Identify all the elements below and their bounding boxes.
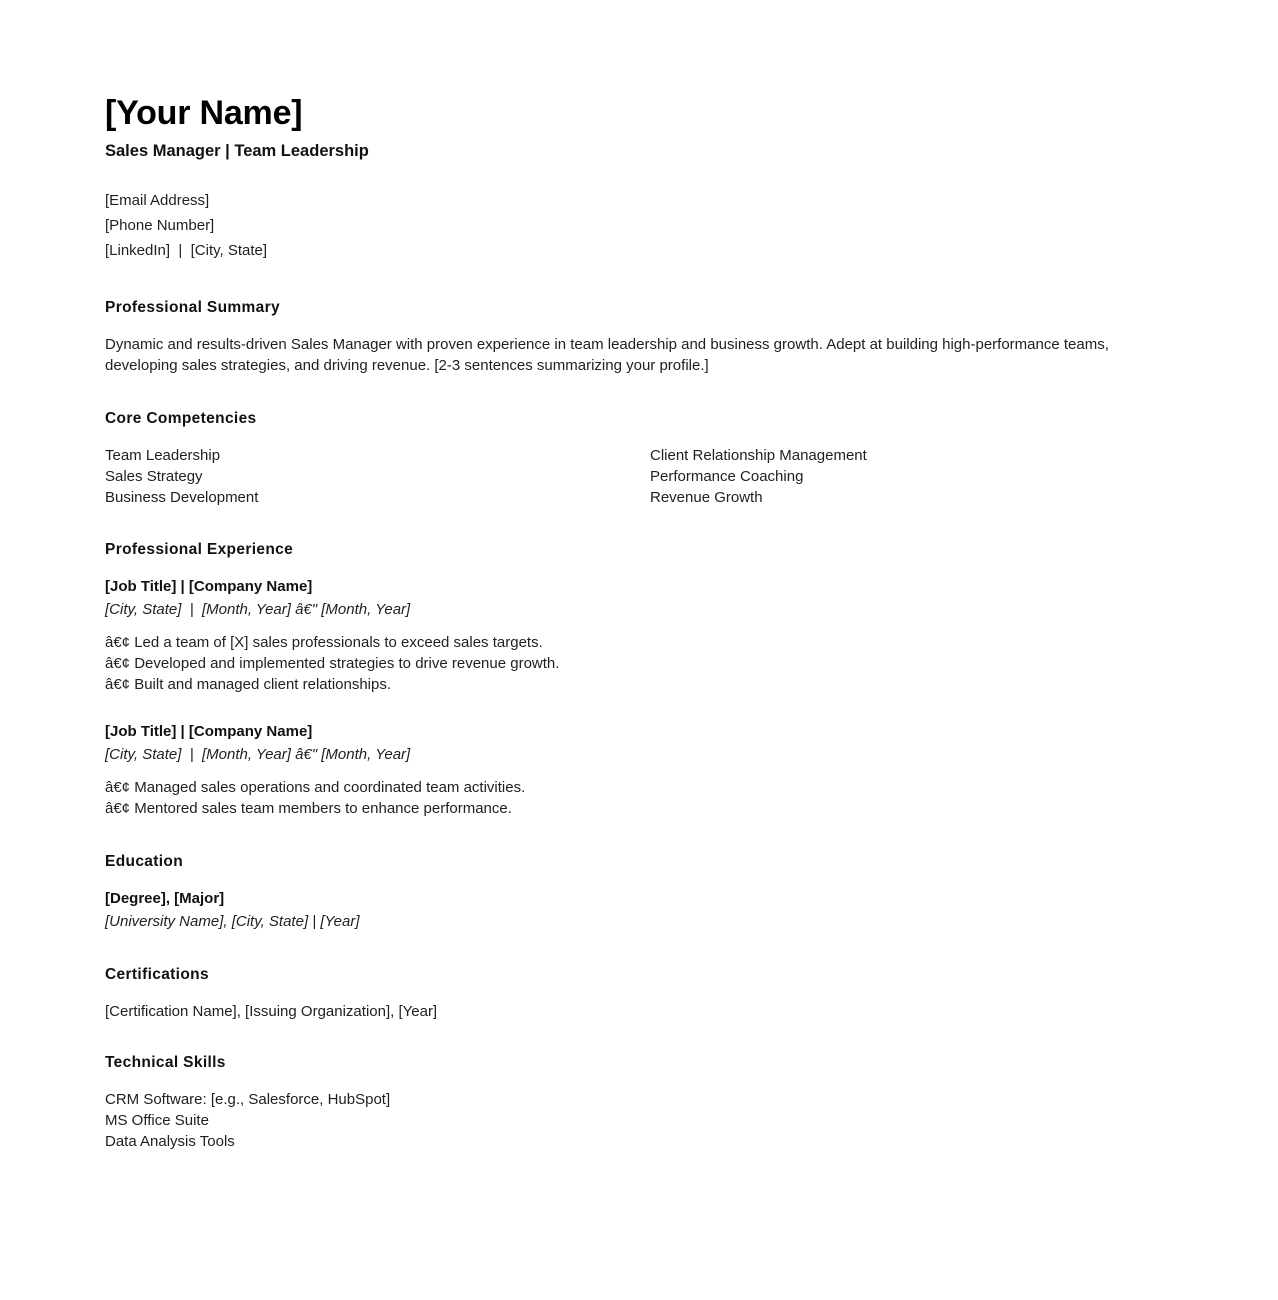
section-core-competencies	[105, 410, 1173, 508]
experience-entry	[105, 576, 1173, 695]
section-heading-core-competencies: Core Competencies	[105, 410, 257, 428]
section-technical-skills	[105, 1054, 1173, 1152]
contact-phone: [Phone Number]	[105, 217, 215, 235]
candidate-tagline: Sales Manager | Team Leadership	[105, 142, 369, 161]
section-heading-certifications: Certifications	[105, 966, 209, 984]
skill-item: Data Analysis Tools	[105, 1133, 235, 1151]
competency-column-left	[105, 445, 650, 508]
job-bullet: â€¢ Mentored sales team members to enhance performance.	[105, 800, 512, 818]
job-bullet: â€¢ Managed sales operations and coordinated team activities.	[105, 779, 526, 797]
job-location-dates: [City, State] | [Month, Year] â€" [Month, Year]	[105, 601, 411, 619]
section-certifications	[105, 966, 1173, 1022]
job-title-company: [Job Title] | [Company Name]	[105, 578, 313, 596]
section-heading-technical-skills: Technical Skills	[105, 1054, 226, 1072]
competency-item: Performance Coaching	[650, 468, 804, 486]
section-heading-experience: Professional Experience	[105, 541, 294, 559]
skill-item: CRM Software: [e.g., Salesforce, HubSpot]	[105, 1091, 391, 1109]
job-location-dates: [City, State] | [Month, Year] â€" [Month, Year]	[105, 746, 411, 764]
job-title-company: [Job Title] | [Company Name]	[105, 723, 313, 741]
competency-item: Team Leadership	[105, 447, 221, 465]
experience-entry	[105, 721, 1173, 819]
section-heading-summary: Professional Summary	[105, 299, 280, 317]
section-education	[105, 853, 1173, 934]
contact-block	[105, 188, 1173, 263]
skill-item: MS Office Suite	[105, 1112, 209, 1130]
section-heading-education: Education	[105, 853, 184, 871]
education-degree: [Degree], [Major]	[105, 890, 225, 908]
section-professional-summary	[105, 299, 1173, 376]
job-bullet: â€¢ Developed and implemented strategies to drive revenue growth.	[105, 655, 560, 673]
resume-header	[105, 95, 1173, 263]
certification-item: [Certification Name], [Issuing Organization], [Year]	[105, 1003, 438, 1021]
contact-linkedin-location: [LinkedIn] | [City, State]	[105, 242, 268, 260]
competency-column-right	[650, 445, 1195, 508]
competency-grid	[105, 445, 1173, 508]
job-bullet: â€¢ Built and managed client relationships.	[105, 676, 392, 694]
summary-text: Dynamic and results-driven Sales Manager with proven experience in team leadership and business growth. Adept at building high-performance teams, developing sales strategies, and driving revenue. [2-3 sentences summarizing your profile.]	[105, 336, 1109, 375]
competency-item: Revenue Growth	[650, 489, 763, 507]
education-institution-meta: [University Name], [City, State] | [Year]	[105, 913, 360, 931]
candidate-name: [Your Name]	[105, 94, 303, 132]
section-professional-experience	[105, 541, 1173, 819]
competency-item: Sales Strategy	[105, 468, 203, 486]
competency-item: Client Relationship Management	[650, 447, 867, 465]
contact-email: [Email Address]	[105, 192, 210, 210]
job-bullet: â€¢ Led a team of [X] sales professionals to exceed sales targets.	[105, 634, 543, 652]
competency-item: Business Development	[105, 489, 259, 507]
